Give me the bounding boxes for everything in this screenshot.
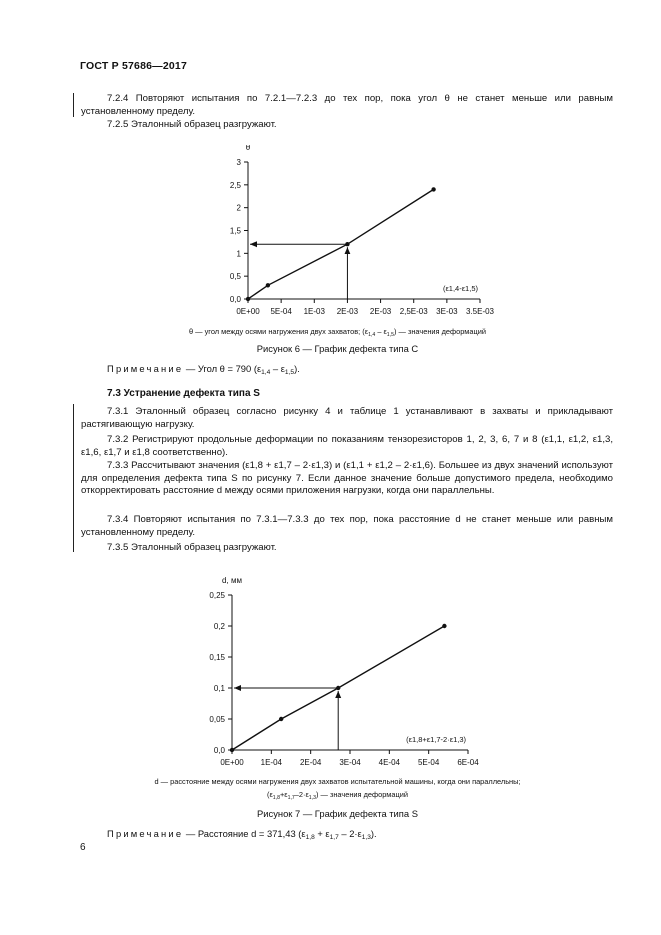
fig7-leg-s2: 1,7 — [287, 795, 295, 801]
figure-7-caption: Рисунок 7 — График дефекта типа S — [257, 808, 418, 819]
chart7-y-tick-label: 0,15 — [209, 653, 225, 662]
chart7-data-point — [442, 624, 446, 628]
fig6-leg-b: – ε — [375, 327, 387, 336]
figure-6-caption: Рисунок 6 — График дефекта типа C — [256, 343, 419, 354]
chart7-x-tick-label: 1E-04 — [260, 758, 283, 767]
fig7-note-sub1: 1,8 — [305, 834, 315, 841]
chart7-data-point — [279, 717, 283, 721]
fig7-note-d: ). — [370, 828, 377, 839]
fig7-leg-b: +ε — [279, 790, 288, 799]
chart7-x-label: (ε1,8+ε1,7-2·ε1,3) — [406, 735, 466, 744]
figure-6-legend — [70, 327, 605, 336]
chart7-data-point — [230, 748, 234, 752]
fig7-leg-s1: 1,8 — [272, 795, 280, 801]
chart6-x-tick-label: 2E-03 — [336, 307, 359, 316]
paragraph-7-2-4 — [81, 93, 613, 118]
fig6-note-c: ). — [294, 363, 300, 374]
chart6-data-point — [266, 283, 270, 287]
figure-7-note — [107, 828, 377, 839]
chart7-y-tick-label: 0,25 — [209, 591, 225, 600]
paragraph-7-3-1-text: 7.3.1 Эталонный образец согласно рисунку 4 и таблице 1 устанавливают в захваты и прикладывают растягивающую нагрузку. — [81, 406, 613, 430]
fig7-note-sub2: 1,7 — [329, 834, 339, 841]
figure-6-chart — [180, 145, 500, 325]
chart6-x-tick-label: 5E-04 — [270, 307, 292, 316]
chart6-y-tick-label: 0,0 — [229, 295, 241, 304]
fig7-note-label: Примечание — [107, 828, 184, 839]
chart6-x-label: (ε1,4-ε1,5) — [442, 284, 478, 293]
chart6-data-point — [431, 187, 435, 191]
fig6-note-a: — Угол θ = 790 (ε — [183, 363, 262, 374]
change-bar-2 — [73, 404, 74, 552]
fig7-leg-a: (ε — [267, 790, 273, 799]
fig7-leg-d: ) — значения деформаций — [315, 790, 408, 799]
fig7-note-b: + ε — [314, 828, 330, 839]
chart7-y-tick-label: 0,0 — [213, 746, 225, 755]
chart7-y-tick-label: 0,1 — [213, 684, 225, 693]
chart6-y-tick-label: 3 — [236, 158, 241, 167]
chart6-y-label: θ — [245, 145, 251, 152]
fig7-note-c: – 2·ε — [338, 828, 362, 839]
figure-6-legend-theta: θ — угол между осями нагружения двух захватов; — [188, 327, 361, 336]
paragraph-7-2-4-text: 7.2.4 Повторяют испытания по 7.2.1—7.2.3 до тех пор, пока угол θ не станет меньше или равным установленному пределу. — [81, 93, 613, 117]
chart7-x-tick-label: 0E+00 — [220, 758, 244, 767]
chart6-data-point — [246, 297, 250, 301]
change-bar — [73, 93, 74, 117]
chart7-y-tick-label: 0,05 — [209, 715, 225, 724]
chart6-x-tick-label: 0E+00 — [236, 307, 260, 316]
fig7-note-sub3: 1,3 — [361, 834, 371, 841]
paragraph-7-3-5 — [81, 542, 613, 555]
page-number: 6 — [80, 842, 86, 853]
chart6-x-tick-label: 2E-03 — [369, 307, 392, 316]
section-title: 7.3 Устранение дефекта типа S — [107, 388, 260, 399]
chart7-x-tick-label: 3E-04 — [339, 758, 361, 767]
chart6-y-tick-label: 1 — [236, 249, 241, 259]
fig6-note-b: – ε — [270, 363, 285, 374]
figure-6-note — [107, 363, 300, 374]
fig6-note-label: Примечание — [107, 363, 184, 374]
paragraph-7-3-3-text: 7.3.3 Рассчитывают значения (ε1,8 + ε1,7 – 2·ε1,3) и (ε1,1 + ε1,2 – 2·ε1,6). Большее из двух значений используют для определения дефекта типа S по рисунку 7. Если данное значение больше допустимого предела, необходимо откорректировать расстояние d между осями приложения нагрузки, когда они параллельны. — [81, 460, 613, 497]
chart7-x-tick-label: 4E-04 — [378, 758, 401, 767]
paragraph-7-3-4-text: 7.3.4 Повторяют испытания по 7.3.1—7.3.3 до тех пор, пока расстояние d не станет меньше или равным установленному пределу. — [81, 514, 613, 538]
paragraph-7-3-5-text: 7.3.5 Эталонный образец разгружают. — [107, 542, 277, 553]
figure-7-chart — [180, 570, 500, 775]
fig6-leg-a: (ε — [362, 327, 369, 336]
fig7-note-a: — Расстояние d = 371,43 (ε — [183, 828, 306, 839]
fig6-note-sub2: 1,5 — [284, 369, 295, 376]
figure-7-legend-line2 — [70, 790, 605, 799]
paragraph-7-2-5 — [81, 119, 613, 132]
document-header: ГОСТ Р 57686—2017 — [80, 60, 188, 72]
fig6-leg-sub2: 1,5 — [386, 332, 394, 338]
chart6-x-tick-label: 3E-03 — [436, 307, 458, 316]
figure-7-legend-line1: d — расстояние между осями нагружения двух захватов испытательной машины, когда они параллельны; — [154, 777, 521, 786]
paragraph-7-3-2 — [81, 434, 613, 459]
paragraph-7-3-3 — [81, 460, 613, 498]
chart7-y-tick-label: 0,2 — [213, 622, 225, 631]
fig6-leg-sub1: 1,4 — [368, 332, 376, 338]
chart7-x-tick-label: 2E-04 — [299, 758, 322, 767]
chart6-y-tick-label: 1,5 — [229, 226, 241, 236]
fig7-leg-s3: 1,3 — [308, 795, 316, 801]
fig7-leg-c: –2·ε — [294, 790, 309, 799]
paragraph-7-2-5-text: 7.2.5 Эталонный образец разгружают. — [107, 119, 277, 130]
chart6-x-tick-label: 1E-03 — [303, 307, 325, 316]
chart7-y-label: d, мм — [222, 576, 242, 585]
fig6-leg-c: ) — значения деформаций — [393, 327, 486, 336]
chart6-x-tick-label: 2,5E-03 — [399, 307, 428, 316]
paragraph-7-3-2-text: 7.3.2 Регистрируют продольные деформации по показаниям тензорезисторов 1, 2, 3, 6, 7 и 8 (ε1,1, ε1,2, ε1,3, ε1,6, ε1,7 и ε1,8 соответственно). — [81, 434, 613, 458]
fig6-note-sub1: 1,4 — [261, 369, 271, 376]
paragraph-7-3-4 — [81, 514, 613, 539]
paragraph-7-3-1 — [81, 406, 613, 431]
chart6-x-tick-label: 3.5E-03 — [465, 307, 495, 316]
chart6-y-tick-label: 0,5 — [229, 272, 241, 282]
chart6-y-tick-label: 2 — [236, 203, 241, 213]
chart6-y-tick-label: 2,5 — [229, 180, 241, 190]
chart7-x-tick-label: 6E-04 — [457, 758, 479, 767]
chart7-x-tick-label: 5E-04 — [417, 758, 440, 767]
